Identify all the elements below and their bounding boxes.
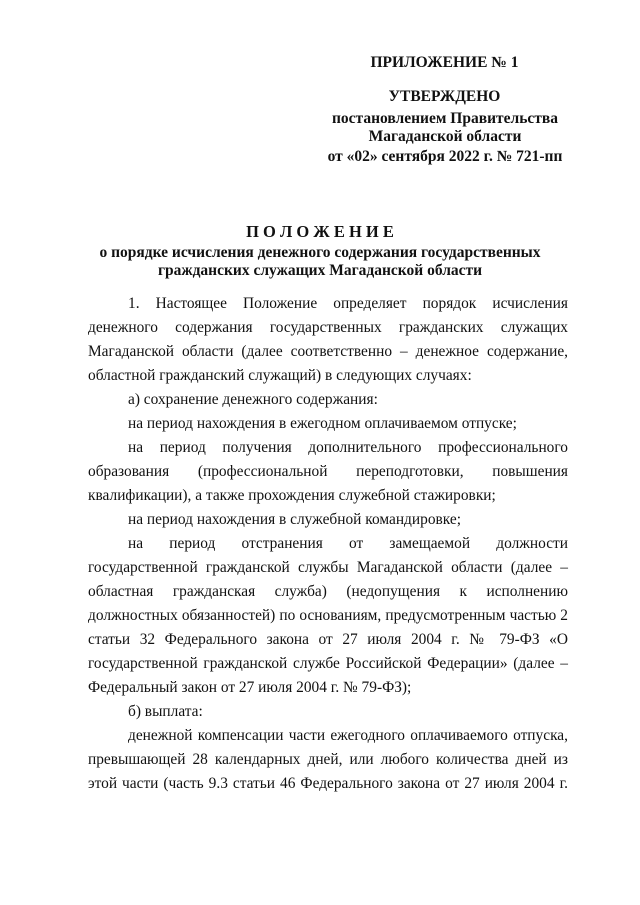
decree-date: от «02» сентября 2022 г. № 721-пп: [327, 148, 563, 165]
paragraph-7: б) выплата:: [128, 703, 203, 720]
document-subtitle-line-1: о порядке исчисления денежного содержания государственных: [99, 244, 541, 261]
decree-line-1: постановлением Правительства: [331, 110, 559, 127]
approved-stamp: УТВЕРЖДЕНО: [388, 88, 501, 105]
paragraph-1: 1. Настоящее Положение определяет порядок исчисления денежного содержания государственных гражданских служащих Магаданской области (далее соответственно – денежное содержание, областной гражданский служащий) в следующих случаях:: [88, 295, 568, 384]
paragraph-2: а) сохранение денежного содержания:: [128, 391, 378, 408]
paragraph-3: на период нахождения в ежегодном оплачиваемом отпуске;: [128, 415, 517, 432]
document-body: [88, 292, 568, 796]
paragraph-4: на период получения дополнительного профессионального образования (профессиональной переподготовки, повышения квалификации), а также прохождения служебной стажировки;: [88, 439, 568, 504]
document-title: П О Л О Ж Е Н И Е: [246, 222, 394, 241]
paragraph-8: денежной компенсации части ежегодного оплачиваемого отпуска, превышающей 28 календарных дней, или любого количества дней из этой части (часть 9.3 статьи 46 Федерального закона от 27 июля 2004 г.: [88, 727, 568, 792]
appendix-number: ПРИЛОЖЕНИЕ № 1: [370, 54, 519, 71]
paragraph-5: на период нахождения в служебной командировке;: [128, 511, 461, 528]
paragraph-6: на период отстранения от замещаемой должности государственной гражданской службы Магаданской области (далее – областная гражданская служба) (недопущения к исполнению должностных обязанностей) по основаниям, предусмотренным частью 2 статьи 32 Федерального закона от 27 июля 2004 г. № 79-ФЗ «О государственной гражданской службе Российской Федерации» (далее – Федеральный закон от 27 июля 2004 г. № 79-ФЗ);: [88, 535, 568, 696]
decree-line-2: Магаданской области: [368, 128, 522, 145]
document-subtitle-line-2: гражданских служащих Магаданской области: [157, 262, 483, 279]
